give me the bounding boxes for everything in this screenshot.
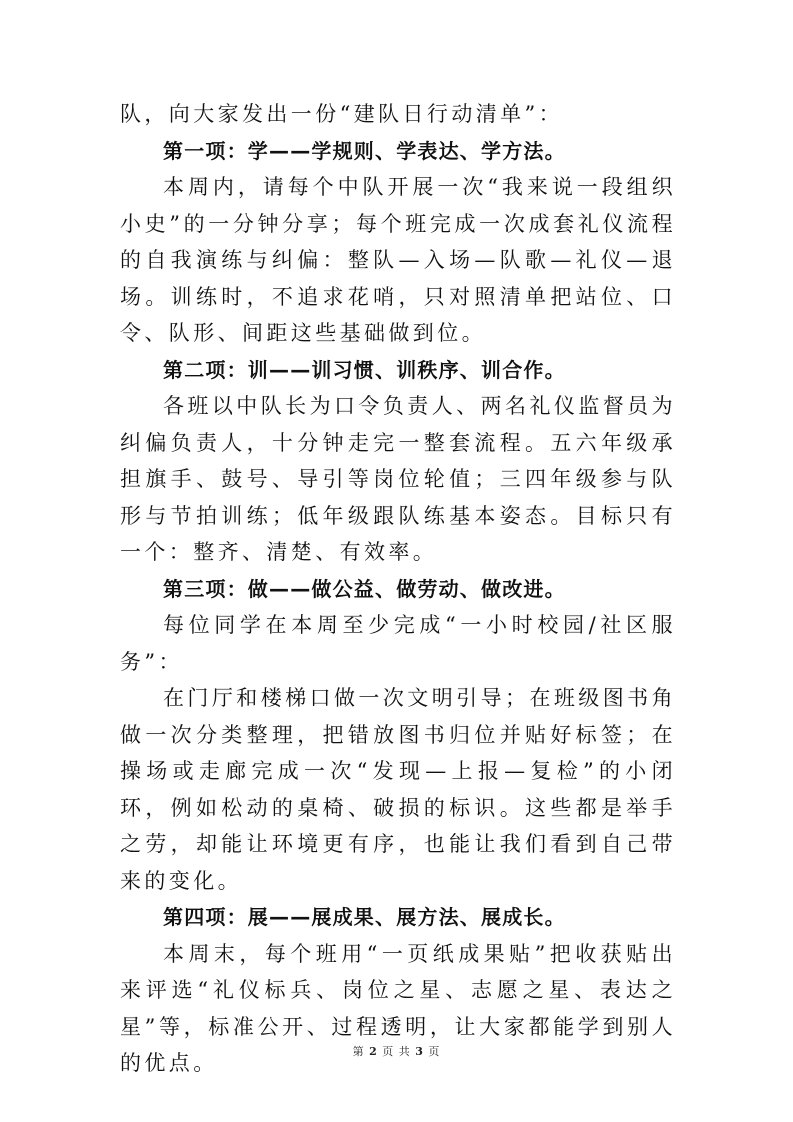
section-2-paragraph: 各班以中队长为口令负责人、两名礼仪监督员为纠偏负责人，十分钟走完一整套流程。五六年级承担旗手、鼓号、导引等岗位轮值；三四年级参与队形与节拍训练；低年级跟队练基本姿态。目标只有一个：整齐、清楚、有效率。 [120, 394, 676, 564]
intro-paragraph: 队，向大家发出一份“建队日行动清单”： [120, 102, 564, 126]
page-footer [0, 1043, 793, 1059]
section-heading-4: 第四项：展——展成果、展方法、展成长。 [163, 905, 566, 929]
footer-total-pages: 3 [415, 1045, 424, 1058]
footer-suffix: 页 [428, 1045, 441, 1058]
section-3-paragraph-1: 每位同学在本周至少完成“一小时校园/社区服务”： [120, 613, 676, 674]
section-4-paragraph: 本周末，每个班用“一页纸成果贴”把收获贴出来评选“礼仪标兵、岗位之星、志愿之星、表达之星”等，标准公开、过程透明，让大家都能学到别人的优点。 [120, 941, 676, 1075]
section-heading-1: 第一项：学——学规则、学表达、学方法。 [163, 138, 566, 163]
document-body [120, 96, 676, 1082]
footer-middle: 页 共 [382, 1045, 411, 1058]
section-3-paragraph-2: 在门厅和楼梯口做一次文明引导；在班级图书角做一次分类整理，把错放图书归位并贴好标签；在操场或走廊完成一次“发现—上报—复检”的小闭环，例如松动的桌椅、破损的标识。这些都是举手之劳，却能让环境更有序，也能让我们看到自己带来的变化。 [120, 686, 676, 893]
section-heading-2: 第二项：训——训习惯、训秩序、训合作。 [163, 357, 566, 382]
section-1-paragraph: 本周内，请每个中队开展一次“我来说一段组织小史”的一分钟分享；每个班完成一次成套礼仪流程的自我演练与纠偏：整队—入场—队歌—礼仪—退场。训练时，不追求花哨，只对照清单把站位、口令、队形、间距这些基础做到位。 [120, 175, 676, 345]
footer-prefix: 第 [352, 1045, 365, 1058]
footer-current-page: 2 [369, 1045, 378, 1058]
section-heading-3: 第三项：做——做公益、做劳动、做改进。 [163, 576, 566, 601]
